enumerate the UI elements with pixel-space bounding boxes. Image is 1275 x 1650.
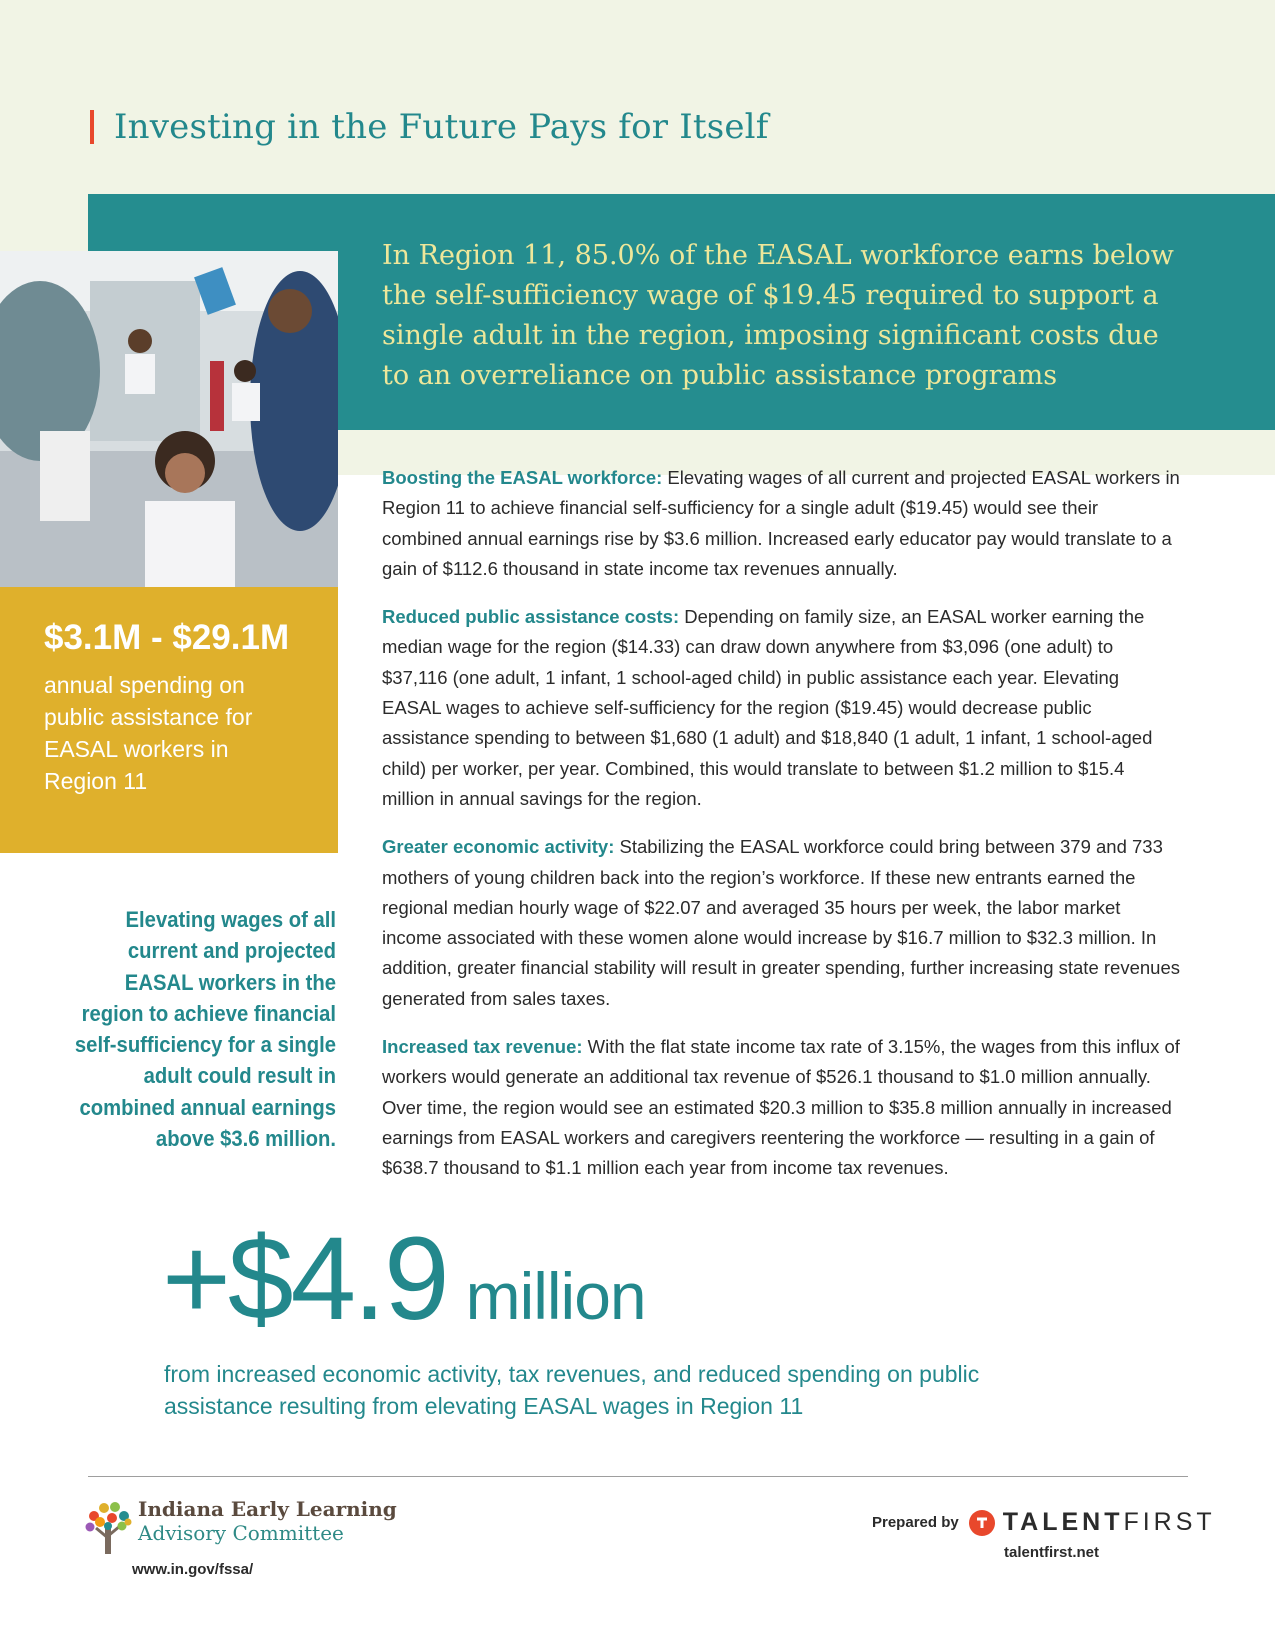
brand-light: FIRST — [1123, 1508, 1216, 1536]
section-text: With the flat state income tax rate of 3.15%, the wages from this influx of workers would generate an additional tax revenue of $526.1 thousand to $1.0 million annually. Over time, the region would see an estimated $20.3 million to $35.8 million annually in increased earnings from EASAL workers and caregivers reentering the workforce — resulting in a gain of $638.7 thousand to $1.1 million each year from income tax revenues. — [382, 1036, 1180, 1179]
section-tax-revenue — [382, 1032, 1182, 1183]
spending-stat-caption: annual spending on public assistance for EASAL workers in Region 11 — [44, 672, 253, 794]
section-text: Depending on family size, an EASAL worker earning the median wage for the region ($14.33) can draw down anywhere from $3,096 (one adult) to $37,116 (one adult, 1 infant, 1 school-aged child) in public assistance each year. Elevating EASAL wages to achieve self-sufficiency for the region ($19.45) would decrease public assistance spending to between $1,680 (1 adult) and $18,840 (1 adult, 1 infant, 1 school-aged child) per worker, per year. Combined, this would translate to between $1.2 million to $15.4 million in annual savings for the region. — [382, 606, 1153, 809]
org-subtitle: Advisory Committee — [138, 1521, 344, 1545]
section-boosting-workforce — [382, 463, 1182, 584]
elac-logo — [84, 1498, 397, 1556]
highlight-prefix: +$4 — [162, 1213, 354, 1345]
brand-url[interactable]: talentfirst.net — [1004, 1544, 1100, 1561]
spending-stat-box — [0, 587, 338, 853]
banner-text: In Region 11, 85.0% of the EASAL workforce earns below the self-sufficiency wage of $19.45 required to support a single adult in the region, imposing significant costs due to an overreliance on public assistance programs — [382, 240, 1174, 391]
tree-logo-icon — [84, 1498, 132, 1556]
section-lead: Greater economic activity: — [382, 836, 615, 858]
spending-stat-value: $3.1M - $29.1M — [44, 618, 290, 657]
highlight-number: .9 — [353, 1213, 448, 1345]
highlight-figure — [162, 1213, 646, 1345]
section-lead: Increased tax revenue: — [382, 1036, 583, 1058]
pull-quote: Elevating wages of all current and projected EASAL workers in the region to achieve financial self-sufficiency for a single adult could result in combined annual earnings above $3.6 million. — [74, 907, 336, 1152]
section-economic-activity — [382, 832, 1182, 1014]
section-text: Stabilizing the EASAL workforce could bring between 379 and 733 mothers of young children back into the region’s workforce. If these new entrants earned the regional median hourly wage of $22.07 and averaged 35 hours per week, the labor market income associated with these women alone would increase by $16.7 million to $32.3 million. In addition, greater financial stability will result in greater spending, further increasing state revenues generated from sales taxes. — [382, 836, 1180, 1009]
highlight-unit: million — [465, 1259, 646, 1333]
section-public-assistance — [382, 602, 1182, 814]
elac-logo-text — [138, 1498, 397, 1545]
body-column — [382, 463, 1182, 1202]
section-lead: Reduced public assistance costs: — [382, 606, 680, 628]
title-accent-bar — [90, 110, 94, 144]
classroom-photo-image — [0, 251, 338, 587]
page-title-text: Investing in the Future Pays for Itself — [114, 107, 769, 147]
talentfirst-logo — [872, 1508, 1216, 1537]
highlight-caption: from increased economic activity, tax revenues, and reduced spending on public assistance resulting from elevating EASAL wages in Region 11 — [164, 1361, 980, 1419]
brand-wordmark — [1003, 1508, 1216, 1537]
brand-bold: TALENT — [1002, 1508, 1124, 1536]
classroom-photo — [0, 251, 338, 587]
section-text: Elevating wages of all current and projected EASAL workers in Region 11 to achieve financial self-sufficiency for a single adult ($19.45) would see their combined annual earnings rise by $3.6 million. Increased early educator pay would translate to a gain of $112.6 thousand in state income tax revenues annually. — [382, 467, 1180, 579]
org-url[interactable]: www.in.gov/fssa/ — [132, 1561, 254, 1578]
prepared-by-label: Prepared by — [872, 1514, 959, 1531]
footer-divider — [88, 1476, 1188, 1477]
page-title — [90, 104, 769, 150]
talentfirst-mark-icon — [969, 1510, 995, 1536]
section-lead: Boosting the EASAL workforce: — [382, 467, 663, 488]
org-name: Indiana Early Learning — [138, 1497, 397, 1521]
